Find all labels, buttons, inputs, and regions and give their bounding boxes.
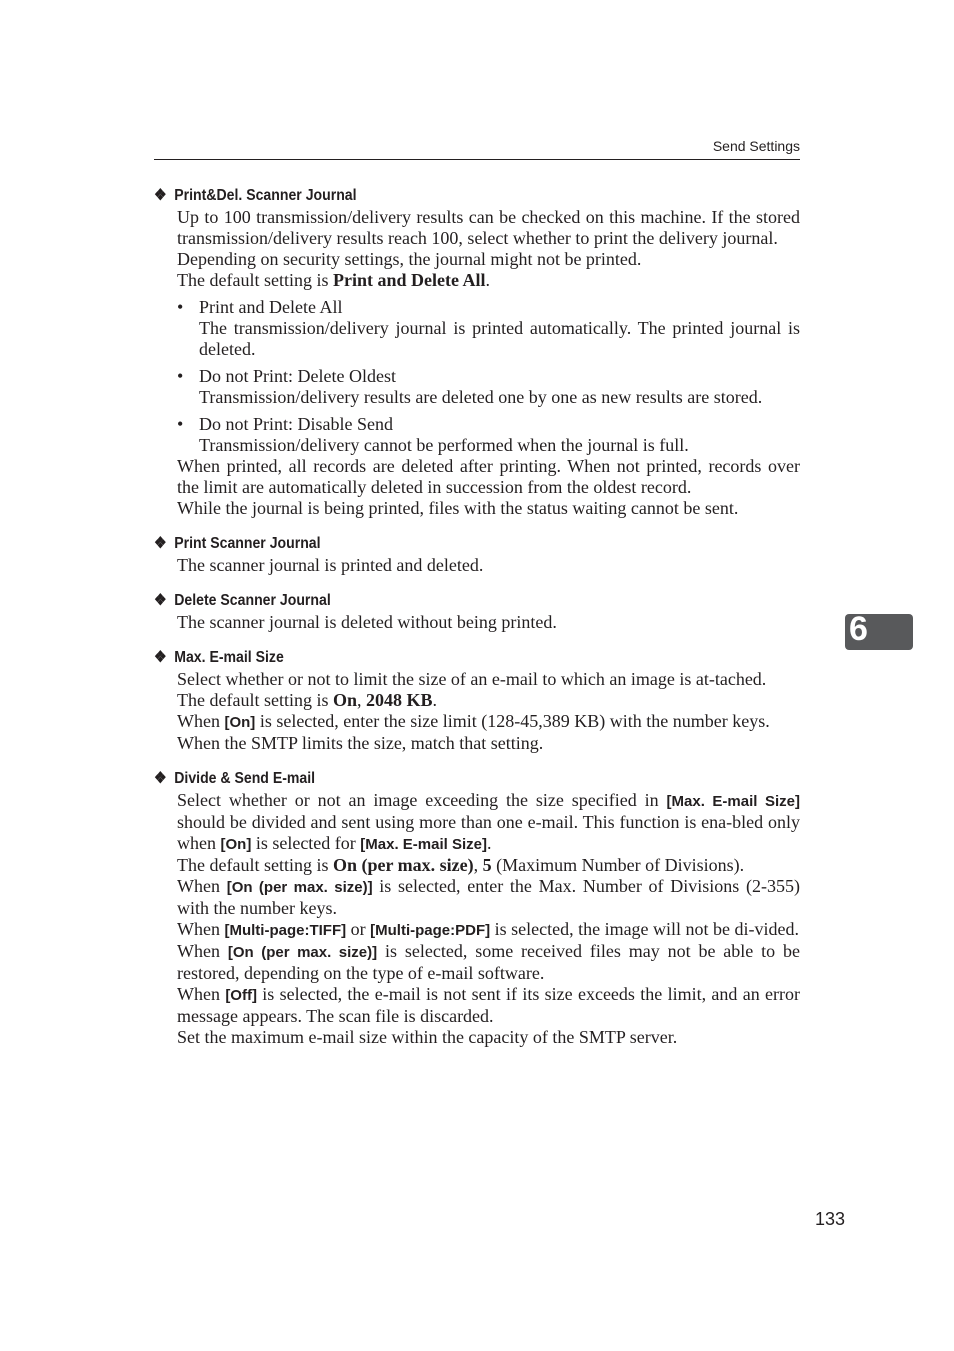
key-label: [On] <box>220 836 252 853</box>
item-label: Print and Delete All <box>199 297 343 317</box>
item-label: Do not Print: Delete Oldest <box>199 366 396 386</box>
key-label: [On (per max. size)] <box>227 944 378 961</box>
header-rule <box>154 159 800 160</box>
section-delete-scanner-journal <box>154 590 800 633</box>
section-heading: ❖ Divide & Send E-mail <box>154 768 722 790</box>
list-item <box>177 414 800 456</box>
section-heading: ❖ Print&Del. Scanner Journal <box>154 185 722 207</box>
default-value: Print and Delete All <box>332 270 486 290</box>
key-label: [Multi-page:PDF] <box>370 922 491 939</box>
paragraph: When the SMTP limits the size, match that setting. <box>177 733 544 753</box>
diamond-bullet-icon: ❖ <box>154 592 167 609</box>
section-body <box>177 790 800 1048</box>
bullet-icon: • <box>177 297 184 317</box>
section-body <box>177 555 800 576</box>
paragraph: Up to 100 transmission/delivery results can be checked on this machine. If the stored transmission/delivery results reach 100, select whether to print the delivery journal. <box>177 207 800 248</box>
key-label: [On] <box>224 714 256 731</box>
section-body <box>177 207 800 519</box>
paragraph: Set the maximum e-mail size within the capacity of the SMTP server. <box>177 1027 678 1047</box>
paragraph: While the journal is being printed, files with the status waiting cannot be sent. <box>177 498 739 518</box>
paragraph: When [Off] is selected, the e-mail is not sent if its size exceeds the limit, and an error message appears. The scan file is discarded. <box>177 984 800 1026</box>
section-heading: ❖ Delete Scanner Journal <box>154 590 722 612</box>
section-print-del-scanner-journal <box>154 185 800 519</box>
bullet-icon: • <box>177 366 184 386</box>
key-label: [Multi-page:TIFF] <box>224 922 347 939</box>
option-list <box>177 297 800 456</box>
item-description: Transmission/delivery results are deleted one by one as new results are stored. <box>199 387 763 407</box>
item-description: The transmission/delivery journal is printed automatically. The printed journal is deleted. <box>199 318 800 359</box>
key-label: [Max. E-mail Size] <box>666 793 800 810</box>
key-label: [Off] <box>225 987 257 1004</box>
running-header: Send Settings <box>712 138 800 154</box>
diamond-bullet-icon: ❖ <box>154 535 167 552</box>
section-divide-send-email <box>154 768 800 1048</box>
diamond-bullet-icon: ❖ <box>154 187 167 204</box>
paragraph: When [On (per max. size)] is selected, some received files may not be able to be restored, depending on the type of e-mail software. <box>177 941 800 983</box>
section-body <box>177 612 800 633</box>
diamond-bullet-icon: ❖ <box>154 770 167 787</box>
page-number: 133 <box>814 1209 845 1229</box>
default-value: 5 <box>482 855 492 875</box>
key-label: [Max. E-mail Size] <box>360 836 487 853</box>
paragraph: When [On] is selected, enter the size limit (128-45,389 KB) with the number keys. <box>177 711 770 731</box>
chapter-tab <box>845 610 913 650</box>
item-label: Do not Print: Disable Send <box>199 414 393 434</box>
list-item <box>177 297 800 360</box>
section-body <box>177 669 800 754</box>
chapter-number: 6 <box>849 610 868 648</box>
paragraph: The default setting is On, 2048 KB. <box>177 690 437 710</box>
default-value: On (per max. size) <box>332 855 474 875</box>
section-heading: ❖ Print Scanner Journal <box>154 533 722 555</box>
paragraph: When [Multi-page:TIFF] or [Multi-page:PDF] is selected, the image will not be di-vided. <box>177 919 800 939</box>
list-item <box>177 366 800 408</box>
paragraph: The default setting is Print and Delete All. <box>177 270 490 290</box>
default-value: On <box>332 690 357 710</box>
paragraph: Select whether or not to limit the size of an e-mail to which an image is at-tached. <box>177 669 767 689</box>
paragraph: Depending on security settings, the journal might not be printed. <box>177 249 642 269</box>
paragraph: The scanner journal is deleted without being printed. <box>177 612 557 632</box>
paragraph: The default setting is On (per max. size), 5 (Maximum Number of Divisions). <box>177 855 745 875</box>
paragraph: When printed, all records are deleted after printing. When not printed, records over the limit are automatically deleted in succession from the oldest record. <box>177 456 800 497</box>
section-max-email-size <box>154 647 800 754</box>
paragraph: When [On (per max. size)] is selected, enter the Max. Number of Divisions (2-355) with the number keys. <box>177 876 800 918</box>
paragraph: The scanner journal is printed and deleted. <box>177 555 484 575</box>
default-value: 2048 KB <box>365 690 433 710</box>
item-description: Transmission/delivery cannot be performed when the journal is full. <box>199 435 689 455</box>
paragraph: Select whether or not an image exceeding the size specified in [Max. E-mail Size] should be divided and sent using more than one e-mail. This function is ena-bled only when [On] is selected for [Max. E-mail Size]. <box>177 790 800 853</box>
section-heading: ❖ Max. E-mail Size <box>154 647 722 669</box>
section-print-scanner-journal <box>154 533 800 576</box>
bullet-icon: • <box>177 414 184 434</box>
key-label: [On (per max. size)] <box>226 879 373 896</box>
page-content <box>154 185 800 1062</box>
diamond-bullet-icon: ❖ <box>154 649 167 666</box>
